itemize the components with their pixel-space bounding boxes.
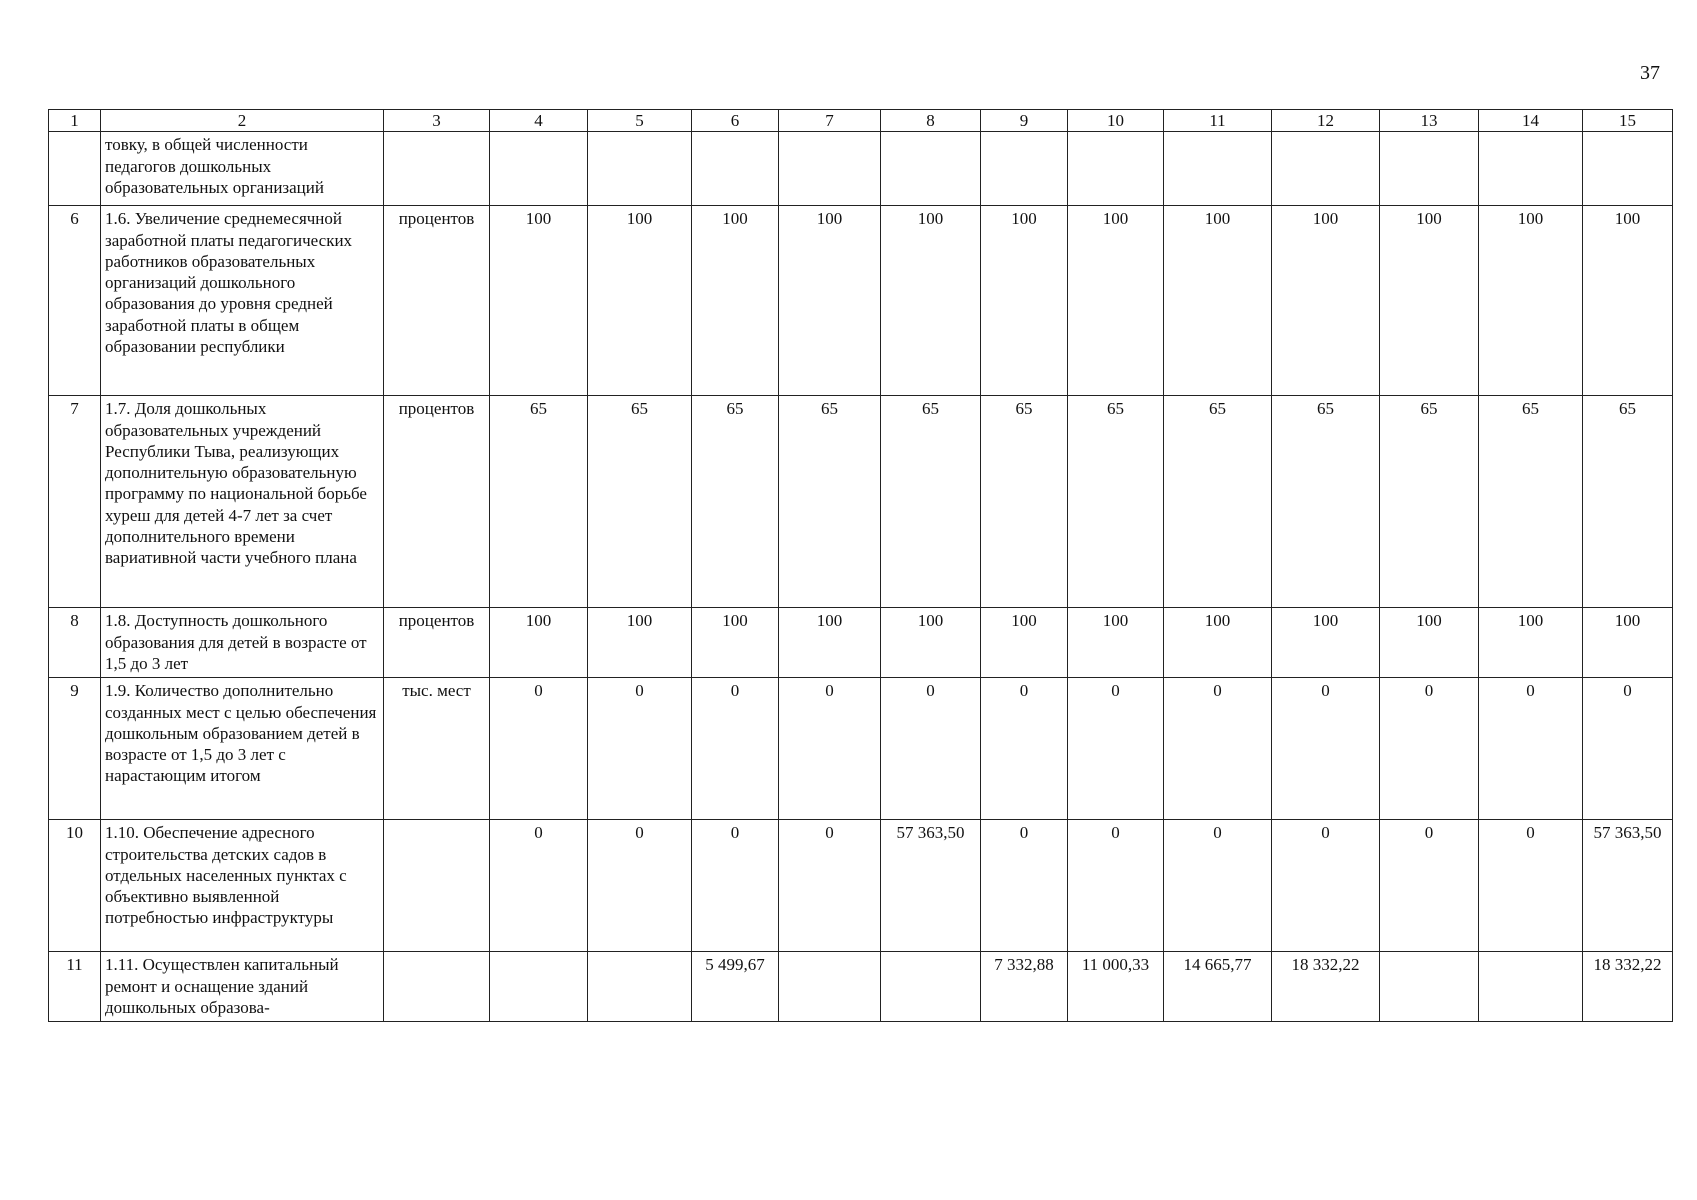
value-cell	[981, 132, 1068, 206]
row-number: 7	[49, 396, 101, 608]
table-row	[49, 396, 1673, 608]
value-cell	[1272, 132, 1380, 206]
value-cell: 7 332,88	[981, 952, 1068, 1022]
value-cell: 100	[1380, 206, 1479, 396]
value-cell: 18 332,22	[1583, 952, 1673, 1022]
value-cell: 100	[588, 608, 692, 678]
row-number: 9	[49, 678, 101, 820]
value-cell: 100	[981, 608, 1068, 678]
row-number: 11	[49, 952, 101, 1022]
value-cell: 100	[1583, 206, 1673, 396]
value-cell	[490, 132, 588, 206]
value-cell	[1479, 132, 1583, 206]
indicator-description: 1.7. Доля дошкольных образовательных учреждений Республики Тыва, реализующих дополнительную образовательную программу по национальной борьбе хуреш для детей 4-7 лет за счет дополнительного времени вариативной части учебного плана	[101, 396, 384, 608]
value-cell	[1380, 132, 1479, 206]
value-cell: 100	[1583, 608, 1673, 678]
value-cell: 0	[692, 678, 779, 820]
value-cell: 0	[1164, 820, 1272, 952]
unit-cell: процентов	[384, 608, 490, 678]
column-header-12: 12	[1272, 110, 1380, 132]
table-row	[49, 678, 1673, 820]
column-header-8: 8	[881, 110, 981, 132]
unit-cell: процентов	[384, 396, 490, 608]
column-header-11: 11	[1164, 110, 1272, 132]
column-header-9: 9	[981, 110, 1068, 132]
value-cell: 0	[881, 678, 981, 820]
table-row	[49, 820, 1673, 952]
value-cell	[692, 132, 779, 206]
value-cell: 65	[1164, 396, 1272, 608]
column-header-15: 15	[1583, 110, 1673, 132]
unit-cell: процентов	[384, 206, 490, 396]
value-cell	[1164, 132, 1272, 206]
value-cell: 100	[490, 206, 588, 396]
unit-cell	[384, 820, 490, 952]
column-header-10: 10	[1068, 110, 1164, 132]
value-cell: 0	[1164, 678, 1272, 820]
indicator-description: 1.9. Количество дополнительно созданных мест с целью обеспечения дошкольным образованием детей в возрасте от 1,5 до 3 лет с нарастающим итогом	[101, 678, 384, 820]
value-cell: 65	[981, 396, 1068, 608]
indicator-description: 1.6. Увеличение среднемесячной заработной платы педагогических работников образовательных организаций дошкольного образования до уровня средней заработной платы в общем образовании республики	[101, 206, 384, 396]
value-cell: 65	[1068, 396, 1164, 608]
value-cell: 65	[1272, 396, 1380, 608]
column-header-1: 1	[49, 110, 101, 132]
value-cell: 0	[779, 678, 881, 820]
value-cell: 65	[692, 396, 779, 608]
column-header-2: 2	[101, 110, 384, 132]
value-cell: 0	[981, 820, 1068, 952]
value-cell: 5 499,67	[692, 952, 779, 1022]
value-cell: 100	[881, 608, 981, 678]
value-cell: 100	[588, 206, 692, 396]
value-cell	[881, 132, 981, 206]
value-cell: 65	[490, 396, 588, 608]
value-cell: 0	[1272, 678, 1380, 820]
row-number	[49, 132, 101, 206]
table-row	[49, 952, 1673, 1022]
value-cell: 100	[1164, 608, 1272, 678]
value-cell: 0	[779, 820, 881, 952]
value-cell: 0	[1380, 820, 1479, 952]
value-cell: 0	[1479, 820, 1583, 952]
value-cell: 0	[1380, 678, 1479, 820]
value-cell: 100	[881, 206, 981, 396]
value-cell: 100	[1272, 608, 1380, 678]
value-cell: 100	[1068, 206, 1164, 396]
row-number: 8	[49, 608, 101, 678]
value-cell: 0	[1068, 678, 1164, 820]
indicator-description: 1.11. Осуществлен капитальный ремонт и оснащение зданий дошкольных образова-	[101, 952, 384, 1022]
value-cell: 0	[1479, 678, 1583, 820]
value-cell: 0	[588, 678, 692, 820]
value-cell: 57 363,50	[1583, 820, 1673, 952]
value-cell	[1583, 132, 1673, 206]
value-cell: 0	[588, 820, 692, 952]
value-cell: 100	[981, 206, 1068, 396]
value-cell: 65	[588, 396, 692, 608]
column-header-14: 14	[1479, 110, 1583, 132]
value-cell	[1479, 952, 1583, 1022]
column-header-6: 6	[692, 110, 779, 132]
unit-cell: тыс. мест	[384, 678, 490, 820]
table-row	[49, 132, 1673, 206]
value-cell: 0	[490, 678, 588, 820]
value-cell	[779, 132, 881, 206]
column-header-3: 3	[384, 110, 490, 132]
value-cell	[1380, 952, 1479, 1022]
value-cell	[588, 132, 692, 206]
value-cell: 100	[490, 608, 588, 678]
row-number: 10	[49, 820, 101, 952]
value-cell: 0	[692, 820, 779, 952]
value-cell: 65	[881, 396, 981, 608]
value-cell: 100	[1380, 608, 1479, 678]
value-cell: 0	[1583, 678, 1673, 820]
table-row	[49, 206, 1673, 396]
header-row	[49, 110, 1673, 132]
value-cell: 18 332,22	[1272, 952, 1380, 1022]
value-cell	[490, 952, 588, 1022]
value-cell: 100	[1479, 206, 1583, 396]
indicator-description: товку, в общей численности педагогов дошкольных образовательных организаций	[101, 132, 384, 206]
table-row	[49, 608, 1673, 678]
value-cell: 100	[1164, 206, 1272, 396]
unit-cell	[384, 132, 490, 206]
value-cell: 65	[1583, 396, 1673, 608]
value-cell: 0	[1272, 820, 1380, 952]
value-cell: 100	[1068, 608, 1164, 678]
column-header-7: 7	[779, 110, 881, 132]
value-cell: 65	[1479, 396, 1583, 608]
value-cell	[1068, 132, 1164, 206]
value-cell: 65	[779, 396, 881, 608]
value-cell: 57 363,50	[881, 820, 981, 952]
row-number: 6	[49, 206, 101, 396]
value-cell: 0	[1068, 820, 1164, 952]
value-cell: 100	[779, 608, 881, 678]
value-cell: 65	[1380, 396, 1479, 608]
indicator-description: 1.8. Доступность дошкольного образования для детей в возрасте от 1,5 до 3 лет	[101, 608, 384, 678]
value-cell: 0	[981, 678, 1068, 820]
value-cell	[881, 952, 981, 1022]
value-cell: 100	[692, 608, 779, 678]
value-cell: 100	[779, 206, 881, 396]
value-cell: 100	[1479, 608, 1583, 678]
value-cell: 11 000,33	[1068, 952, 1164, 1022]
value-cell: 100	[1272, 206, 1380, 396]
value-cell: 14 665,77	[1164, 952, 1272, 1022]
column-header-4: 4	[490, 110, 588, 132]
value-cell: 0	[490, 820, 588, 952]
column-header-5: 5	[588, 110, 692, 132]
value-cell	[779, 952, 881, 1022]
column-header-13: 13	[1380, 110, 1479, 132]
indicator-description: 1.10. Обеспечение адресного строительства детских садов в отдельных населенных пунктах с объективно выявленной потребностью инфраструктуры	[101, 820, 384, 952]
indicators-table	[48, 109, 1673, 1022]
value-cell: 100	[692, 206, 779, 396]
value-cell	[588, 952, 692, 1022]
unit-cell	[384, 952, 490, 1022]
page-number: 37	[1640, 62, 1660, 84]
